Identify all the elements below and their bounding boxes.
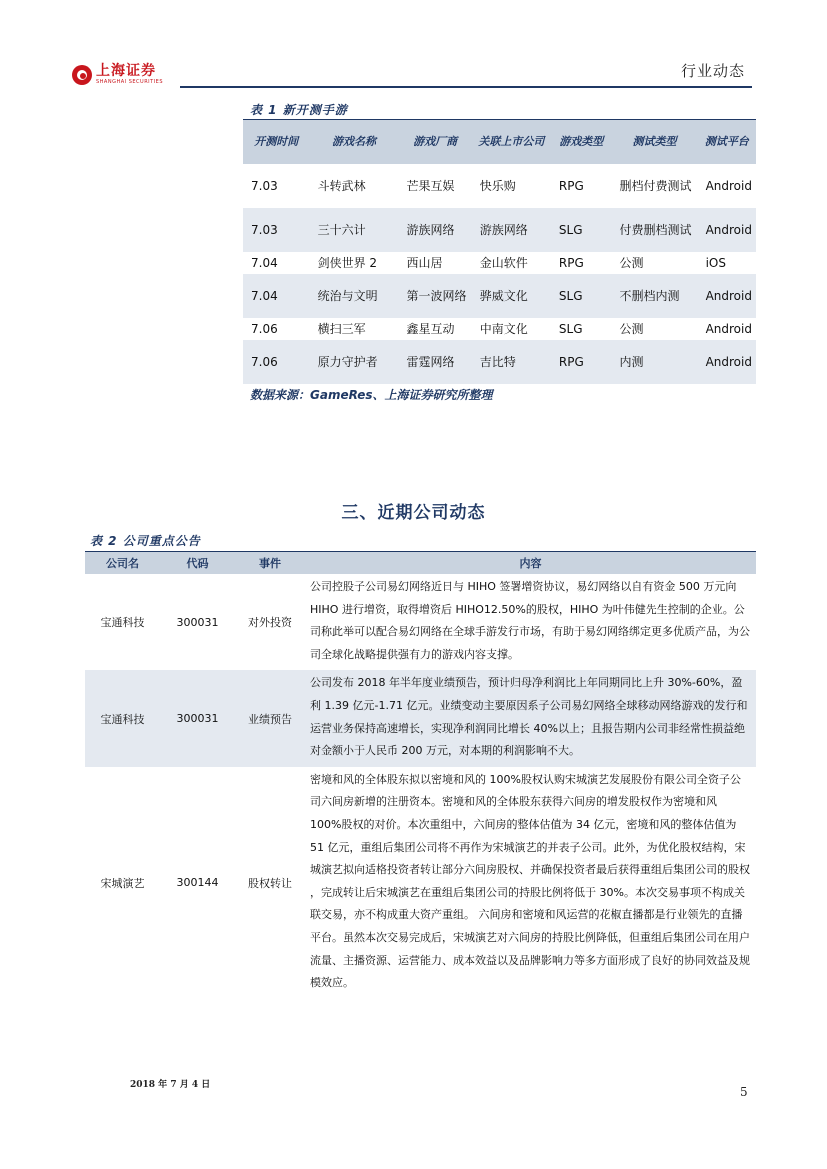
table-row: [85, 670, 756, 766]
table-cell: Android: [698, 274, 756, 318]
table-cell: 7.06: [243, 340, 310, 384]
logo-chinese-text: 上海证券: [96, 63, 156, 79]
table-cell: 西山居: [406, 256, 443, 270]
col-header: 游戏名称: [310, 120, 399, 164]
company-name-cell: 宝通科技: [85, 670, 160, 766]
table-cell: 付费删档测试: [612, 208, 698, 252]
col-header: 测试类型: [612, 120, 698, 164]
table-cell: SLG: [558, 322, 583, 336]
table-cell: 公测: [619, 322, 644, 336]
footer-date: 2018 年 7 月 4 日: [130, 1080, 211, 1090]
table-cell: 雷霆网络: [399, 340, 472, 384]
company-name-cell: 宋城演艺: [100, 876, 145, 890]
table-row: [243, 340, 756, 384]
page-number: 5: [740, 1085, 748, 1099]
table-cell: RPG: [551, 340, 612, 384]
col-header: 代码: [160, 552, 235, 574]
col-header: 公司名: [85, 552, 160, 574]
table-cell: 鑫星互动: [406, 322, 455, 336]
table-cell: 芒果互娱: [406, 179, 455, 193]
table-cell: 7.04: [251, 256, 278, 270]
col-header: 关联上市公司: [472, 120, 551, 164]
table1-caption: 表 1 新开测手游: [250, 103, 348, 117]
event-cell: 业绩预告: [235, 670, 305, 766]
table2-caption: 表 2 公司重点公告: [90, 534, 201, 548]
table-cell: 三十六计: [310, 208, 399, 252]
col-header: 内容: [305, 552, 756, 574]
header-title: 行业动态: [680, 62, 745, 80]
table-cell: 游族网络: [472, 208, 551, 252]
table-cell: SLG: [551, 208, 612, 252]
table-row: [243, 164, 756, 208]
table-row: [243, 252, 756, 274]
table-row: [243, 274, 756, 318]
table-cell: 公测: [619, 256, 644, 270]
table-cell: 7.04: [243, 274, 310, 318]
table-cell: 游族网络: [399, 208, 472, 252]
company-logo: [72, 64, 163, 85]
content-cell: 密境和风的全体股东拟以密境和风的 100%股权认购宋城演艺发展股份有限公司全资子公司六间房新增的注册资本。密境和风的全体股东获得六间房的增发股权作为密境和风 100%股权的对价。本次重组中，六间房的整体估值为 34 亿元，密境和风的整体估值为 51 亿元，重组后集团公司将不再作为宋城演艺的并表子公司。此外，为优化股权结构，宋城演艺拟向适格投资者转让部分六间房股权、并确保投资者最后获得重组后集团公司的股权 ，完成转让后宋城演艺在重组后集团公司的持股比例将低于 30%。本次交易事项不构成关联交易，亦不构成重大资产重组。 六间房和密境和风运营的花椒直播都是行业领先的直播平台。虽然本次交易完成后，宋城演艺对六间房的持股比例降低，但重组后集团公司在用户流量、主播资源、运营能力、成本效益以及品牌影响力等多方面形成了良好的协同效益及规模效应。: [310, 772, 750, 990]
table-cell: iOS: [705, 256, 726, 270]
content-cell: 公司控股子公司易幻网络近日与 HIHO 签署增资协议，易幻网络以自有资金 500 万元向 HIHO 进行增资，取得增资后 HIHO12.50%的股权，HIHO 为叶伟健先生控制的企业。公司称此举可以配合易幻网络在全球手游发行市场，有助于易幻网络绑定更多优质产品，为公司全球化战略提供强有力的游戏内容支撑。: [310, 580, 750, 661]
table-cell: SLG: [551, 274, 612, 318]
company-announcements-table: [85, 552, 756, 999]
table-cell: 横扫三军: [317, 322, 366, 336]
table-row: [85, 767, 756, 999]
table-cell: 不删档内测: [612, 274, 698, 318]
stock-code-cell: 300144: [176, 876, 219, 890]
section-heading: 三、近期公司动态: [341, 503, 486, 523]
table-cell: 中南文化: [479, 322, 528, 336]
col-header: 测试平台: [698, 120, 756, 164]
table-header-row: [85, 552, 756, 574]
table-cell: 快乐购: [479, 179, 516, 193]
table-cell: 7.03: [251, 179, 278, 193]
table-cell: 第一波网络: [399, 274, 472, 318]
table-cell: 剑侠世界 2: [317, 256, 378, 270]
table-row: [243, 208, 756, 252]
table-cell: 原力守护者: [310, 340, 399, 384]
stock-code-cell: 300031: [176, 615, 219, 629]
table-cell: 7.06: [251, 322, 278, 336]
col-header: 游戏厂商: [399, 120, 472, 164]
table-cell: Android: [705, 179, 752, 193]
table1-source-note: 数据来源：GameRes、上海证券研究所整理: [250, 388, 493, 402]
event-cell: 股权转让: [248, 876, 292, 890]
table-cell: 吉比特: [472, 340, 551, 384]
table-cell: 统治与文明: [310, 274, 399, 318]
logo-emblem-icon: [72, 65, 92, 85]
company-name-cell: 宝通科技: [100, 616, 145, 630]
table-cell: 删档付费测试: [619, 179, 692, 193]
table-cell: RPG: [558, 256, 584, 270]
col-header: 开测时间: [243, 120, 310, 164]
stock-code-cell: 300031: [160, 670, 235, 766]
table-cell: Android: [698, 208, 756, 252]
logo-english-text: SHANGHAI SECURITIES: [96, 79, 164, 85]
table-cell: RPG: [558, 179, 584, 193]
table-cell: Android: [698, 340, 756, 384]
content-cell: 公司发布 2018 年半年度业绩预告，预计归母净利润比上年同期同比上升 30%-60%，盈利 1.39 亿元-1.71 亿元。业绩变动主要原因系子公司易幻网络全球移动网络游戏的发行和运营业务保持高速增长，实现净利润同比增长 40%以上；且报告期内公司非经常性损益绝对金额小于人民币 200 万元，对本期的利润影响不大。: [305, 670, 756, 766]
header-rule: [180, 86, 752, 88]
table-row: [243, 318, 756, 340]
col-header: 事件: [235, 552, 305, 574]
table-cell: 7.03: [243, 208, 310, 252]
table-row: [85, 574, 756, 670]
table-cell: Android: [705, 322, 752, 336]
table-header-row: [243, 120, 756, 164]
table-cell: 内测: [612, 340, 698, 384]
table-cell: 金山软件: [479, 256, 528, 270]
col-header: 游戏类型: [551, 120, 612, 164]
new-games-table: [243, 120, 756, 384]
event-cell: 对外投资: [248, 616, 292, 630]
table-cell: 骅威文化: [472, 274, 551, 318]
table-cell: 斗转武林: [317, 179, 366, 193]
